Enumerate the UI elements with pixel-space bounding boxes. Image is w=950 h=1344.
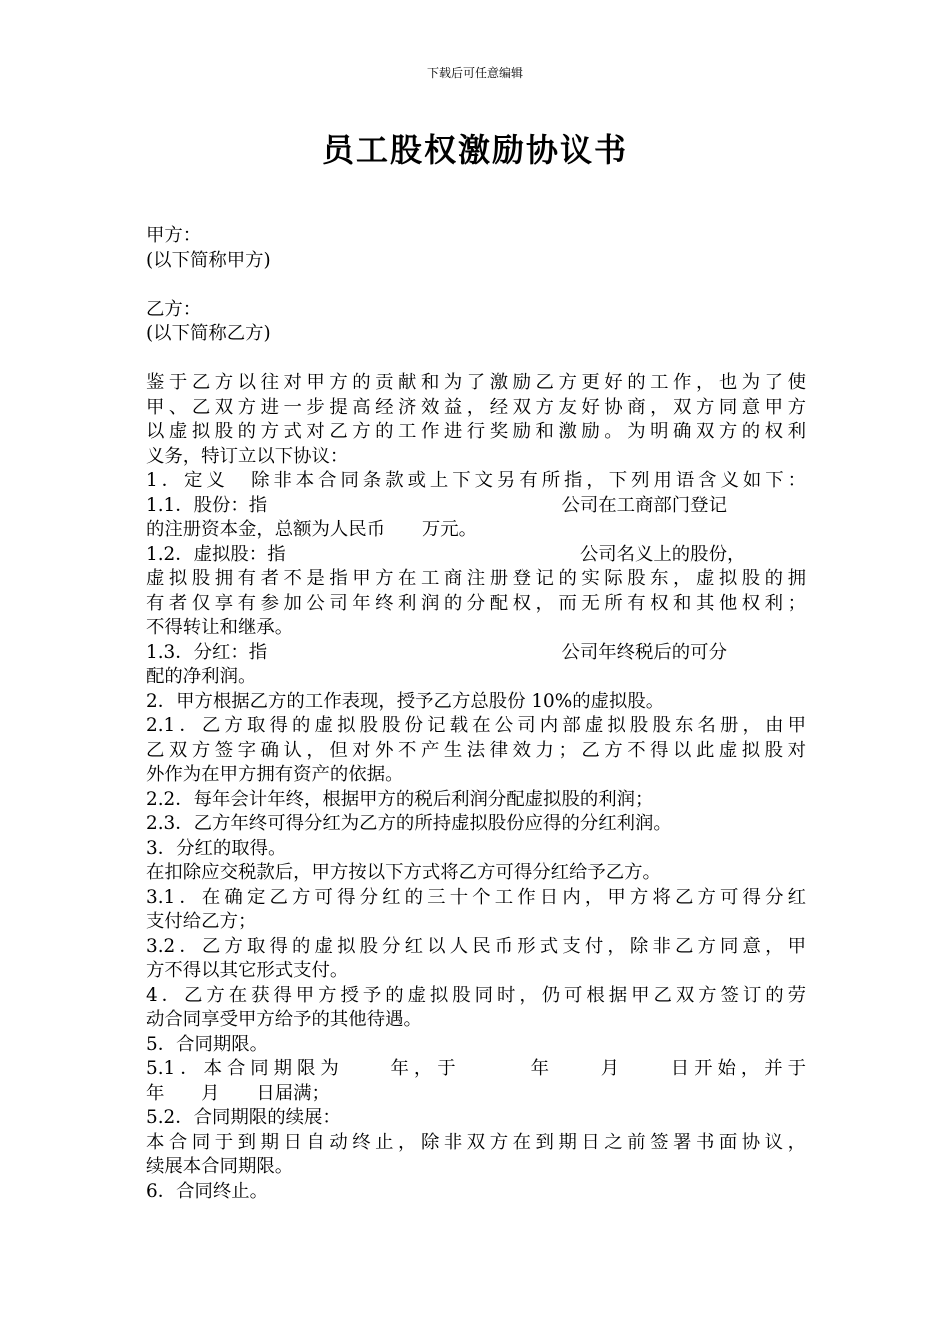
clause-line: 年 月 日届满； (146, 1082, 330, 1104)
clause-line: 5.1．本合同期限为 年，于 年 月 日开始，并于 (146, 1058, 806, 1079)
party-a-label: 甲方： (146, 225, 202, 246)
clause-line: 1.1．股份：指 公司在工商部门登记 (146, 494, 727, 516)
clause-line: 3.1．在确定乙方可得分红的三十个工作日内，甲方将乙方可得分红 (146, 886, 806, 908)
clause-line: 5.2．合同期限的续展： (146, 1107, 341, 1128)
paragraph-line: 甲、乙双方进一步提高经济效益，经双方友好协商，双方同意甲方 (146, 396, 806, 418)
paragraph-line: 以虚拟股的方式对乙方的工作进行奖励和激励。为明确双方的权利 (146, 421, 806, 442)
clause-line: 方不得以其它形式支付。 (146, 960, 349, 981)
clause-line: 外作为在甲方拥有资产的依据。 (146, 764, 404, 785)
clause-line: 续展本合同期限。 (146, 1156, 294, 1177)
clause-line: 3．分红的取得。 (146, 837, 287, 859)
clause-line: 本合同于到期日自动终止，除非双方在到期日之前签署书面协议， (146, 1131, 806, 1153)
paragraph-line: 义务，特订立以下协议： (146, 445, 349, 467)
party-b-alias: (以下简称乙方) (146, 323, 271, 344)
party-b-label: 乙方： (146, 298, 202, 320)
clause-line: 在扣除应交税款后，甲方按以下方式将乙方可得分红给予乙方。 (146, 862, 661, 883)
clause-line: 动合同享受甲方给予的其他待遇。 (146, 1009, 422, 1030)
clause-line: 支付给乙方； (146, 911, 257, 932)
paragraph-line: 鉴于乙方以往对甲方的贡献和为了激励乙方更好的工作，也为了使 (146, 372, 806, 393)
spacer (146, 347, 806, 372)
document-body (146, 224, 806, 1204)
clause-line: 1.2．虚拟股：指 公司名义上的股份， (146, 543, 746, 565)
header-note: 下载后可任意编辑 (426, 66, 523, 80)
clause-line: 5．合同期限。 (146, 1033, 269, 1055)
clause-line: 虚拟股拥有者不是指甲方在工商注册登记的实际股东，虚拟股的拥 (146, 568, 806, 589)
clause-line: 2．甲方根据乙方的工作表现，授予乙方总股份 10%的虚拟股。 (146, 690, 665, 712)
clause-line: 2.3．乙方年终可得分红为乙方的所持虚拟股份应得的分红利润。 (146, 813, 672, 834)
clause-line: 4．乙方在获得甲方授予的虚拟股同时，仍可根据甲乙双方签订的劳 (146, 984, 806, 1006)
clause-line: 1．定义 除非本合同条款或上下文另有所指，下列用语含义如下： (146, 470, 806, 491)
clause-line: 6．合同终止。 (146, 1180, 269, 1202)
clause-line: 3.2．乙方取得的虚拟股分红以人民币形式支付，除非乙方同意，甲 (146, 935, 806, 957)
clause-line: 不得转让和继承。 (146, 617, 294, 638)
document-title: 员工股权激励协议书 (321, 131, 628, 169)
clause-line: 2.1．乙方取得的虚拟股股份记载在公司内部虚拟股股东名册，由甲 (146, 715, 806, 736)
spacer (146, 273, 806, 298)
clause-line: 有者仅享有参加公司年终利润的分配权，而无所有权和其他权利； (146, 592, 806, 614)
party-a-alias: (以下简称甲方) (146, 249, 271, 271)
clause-line: 配的净利润。 (146, 666, 257, 687)
clause-line: 2.2．每年会计年终，根据甲方的税后利润分配虚拟股的利润； (146, 788, 654, 810)
clause-line: 的注册资本金，总额为人民币 万元。 (146, 519, 478, 540)
clause-line: 1.3．分红：指 公司年终税后的可分 (146, 641, 727, 663)
clause-line: 乙双方签字确认，但对外不产生法律效力；乙方不得以此虚拟股对 (146, 739, 806, 761)
